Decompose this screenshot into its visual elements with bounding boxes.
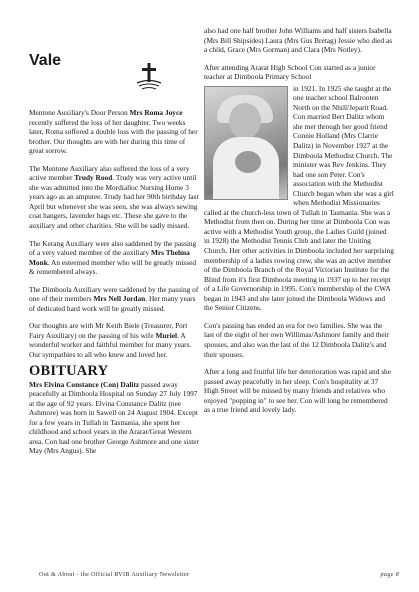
left-column: [29, 108, 200, 464]
portrait-photo: [204, 86, 288, 200]
right-column: [204, 26, 394, 423]
vale-paragraph: The Kerang Auxiliary were also saddened by the passing of a very valued member of the auxiliary Mrs Thelma Monk. An esteemed member who will be greatly missed & remembered always.: [29, 238, 197, 277]
obituary-paragraph: also had one half brother John Williams and half sisters Isabella (Mrs Bill Shipsides) Laura (Mrs Gus Bretag) Jessie who died as a child, Grace (Mrs Gorman) and Clara (Mrs Notley).: [204, 26, 393, 55]
page-number: page 8: [380, 571, 399, 578]
vale-paragraph: The Dimboola Auxiliary were saddened by the passing of one of their members Mrs Nell Jordan. Her many years of dedicated hard work will be greatly missed.: [29, 284, 199, 313]
obituary-paragraph: Mrs Elvina Constance (Con) Dalitz passed away peacefully at Dimboola Hospital on Sunday 27 July 1997 at the age of 92 years. Elvina Constance Dalitz (nee Ashmore) was born in Sawell on 24 August 1904. Except for a few years in Tullah in Tasmania, she spent her childhood and school years in the Ararat/Great Western area. Con had one brother George Ashmore and one sister May (Mrs Angus). She: [29, 379, 199, 456]
obituary-paragraph: in 1921. In 1925 she taught at the one teacher school Balrooten North on the Nhill/Jeparit Road. Con married Bert Dalitz whom she met through her good friend Connie Holland (Mrs Clarrie Dalitz) in November 1927 at the Dimboola Methodist Church. The minister was Rev Jenkins. They had one son Peter. Con's association with the Methodist Church began when she was a girl when Methodist Missionaries called at the church-less town of Tullah in Tasmania. She was a Methodist from then on. During her time at Dimboola Con was active with a Methodist Youth group, the Ladies Guild (joined in 1928) the Methodist Tennis Club and later the Uniting Church. Her other activities in Dimboola included her surprising membership of a ladies rowing crew, she was an active member of the Dimboola Branch of the Royal Victorian Institute for the Blind from it's first Dimboola meeting in 1937 up to her receipt of a Life Governorship in 1995. Con's membership of the CWA began in 1943 and she later joined the Dimboola Widows and the Senior Citizens.: [204, 83, 394, 313]
cross-icon: [135, 61, 163, 91]
obituary-paragraph: Con's passing has ended an era for two families. She was the last of the eight of her own Willimas/Ashmore family and their spouses, and also was the last of the 12 Dimboola Dalitz's and their spouses.: [204, 320, 390, 359]
obituary-paragraph: After a long and fruitful life her deterioration was rapid and she passed away peacefully in her sleep. Con's hospitality at 37 High Street will be missed by many friends and relatives who enjoyed "popping in" to see her. Con will long be remembered as a true friend and lovely lady.: [204, 367, 391, 415]
vale-paragraph: Our thoughts are with Mr Keith Biele (Treasurer, Port Fairy Auxiliary) on the passing of his wife Muriel. A wonderful worker and faithful member for many years. Our sympathies to all who knew and loved her.: [29, 321, 192, 360]
obituary-paragraph: After attending Ararat High School Con started as a junior teacher at Dimboola Primary School: [204, 62, 376, 82]
section-title-obituary: OBITUARY: [29, 362, 109, 379]
vale-paragraph: Mentone Auxiliary's Door Person Mrs Roma Joyce recently suffered the loss of her daughter. Two weeks later, Roma suffered a double loss with the passing of her brother. Our thoughts are with her during this time of great sorrow.: [29, 108, 198, 156]
footer-text: Out & About - the Official RVIB Auxiliary Newsletter: [39, 571, 190, 578]
section-title-vale: Vale: [29, 52, 62, 69]
page-footer: [39, 571, 399, 578]
vale-paragraph: The Mentone Auxiliary also suffered the loss of a very active member Trudy Rood. Trudy was very active until she was admitted into the Mordialloc Nursing Home 3 years ago as an amputee. Trudy had her 90th birthday last April but whenever she was seen, she was always sewing coat hangers, lavender bags etc. These she gave to the auxiliary and other charities. She will be sadly missed.: [29, 163, 199, 231]
